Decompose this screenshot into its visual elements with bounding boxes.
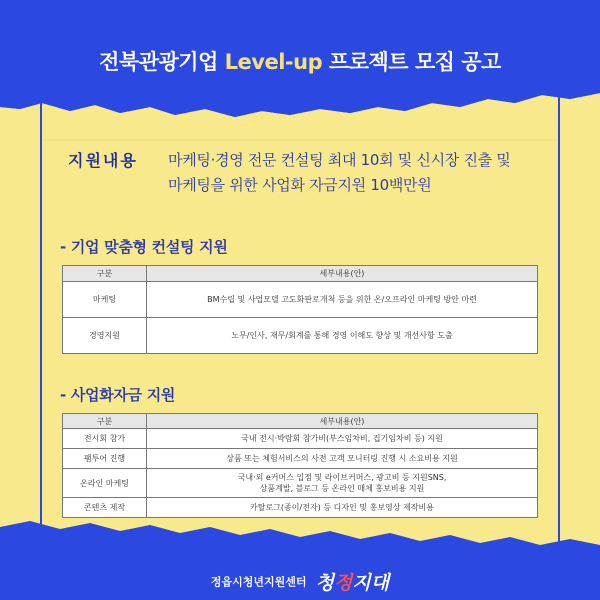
table-row [63, 429, 538, 449]
table-cell-category: 온라인 마케팅 [63, 469, 147, 498]
table-cell-category: 팸투어 진행 [63, 449, 147, 469]
table-row [63, 449, 538, 469]
table-row [63, 469, 538, 498]
page-title [0, 46, 600, 76]
table-header-cell: 세부내용(안) [147, 414, 538, 429]
table-cell-detail: 카탈로그(종이/전자) 등 디자인 및 홍보영상 제작비용 [147, 498, 538, 518]
table-cell-line: 상품계발, 블로그 등 온라인 매체 홍보비용 지원 [259, 484, 425, 493]
table-cell-category: 전시회 참가 [63, 429, 147, 449]
brand-part-c: 지대 [352, 572, 390, 594]
table-header-cell: 구분 [63, 414, 147, 429]
table-header-cell: 세부내용(안) [147, 266, 538, 282]
table-header-row [63, 414, 538, 429]
table-cell-category: 콘텐츠 제작 [63, 498, 147, 518]
brand-part-a: 청 [315, 572, 334, 594]
table-cell-line: 국내·외 e커머스 입점 및 라이브커머스, 광고비 등 지원SNS, [237, 473, 447, 482]
title-accent: Level-up [224, 50, 323, 74]
table-cell-category: 경영지원 [63, 318, 147, 354]
footer-org-name: 정읍시청년지원센터 [210, 575, 307, 589]
intro-line-2: 마케팅을 위한 사업화 자금지원 10백만원 [168, 176, 432, 194]
footer-brand [316, 572, 389, 594]
table-row [63, 318, 538, 354]
title-rest: 프로젝트 모집 공고 [322, 50, 501, 74]
intro-desc [168, 148, 568, 198]
intro-block [68, 148, 568, 198]
section-consulting-title: - 기업 맞춤형 컨설팅 지원 [60, 238, 228, 256]
table-row [63, 498, 538, 518]
table-cell-category: 마케팅 [63, 282, 147, 318]
brand-part-b: 정 [334, 572, 353, 594]
intro-line-1: 마케팅·경영 전문 컨설팅 최대 10회 및 신시장 진출 및 [168, 151, 511, 169]
section-funding-title: - 사업화자금 지원 [60, 386, 176, 404]
funding-table [62, 413, 538, 518]
table-cell-detail: BM수립 및 사업모델 고도화판로개척 등을 위한 온/오프라인 마케팅 방안 마련 [147, 282, 538, 318]
footer-logo [0, 568, 600, 595]
table-header-cell: 구분 [63, 266, 147, 282]
consulting-table [62, 265, 538, 354]
table-cell-detail: 상품 또는 체험서비스의 사전 고객 모니터링 진행 시 소요비용 지원 [147, 449, 538, 469]
table-cell-detail: 노무/인사, 재무/회계를 통해 경영 이해도 향상 및 개선사항 도출 [147, 318, 538, 354]
table-row [63, 282, 538, 318]
table-cell-detail [147, 469, 538, 498]
table-header-row [63, 266, 538, 282]
title-main: 전북관광기업 [99, 50, 225, 74]
intro-key: 지원내용 [68, 151, 138, 170]
table-cell-detail: 국내 전시·박람회 참가비(부스임차비, 집기임차비 등) 지원 [147, 429, 538, 449]
